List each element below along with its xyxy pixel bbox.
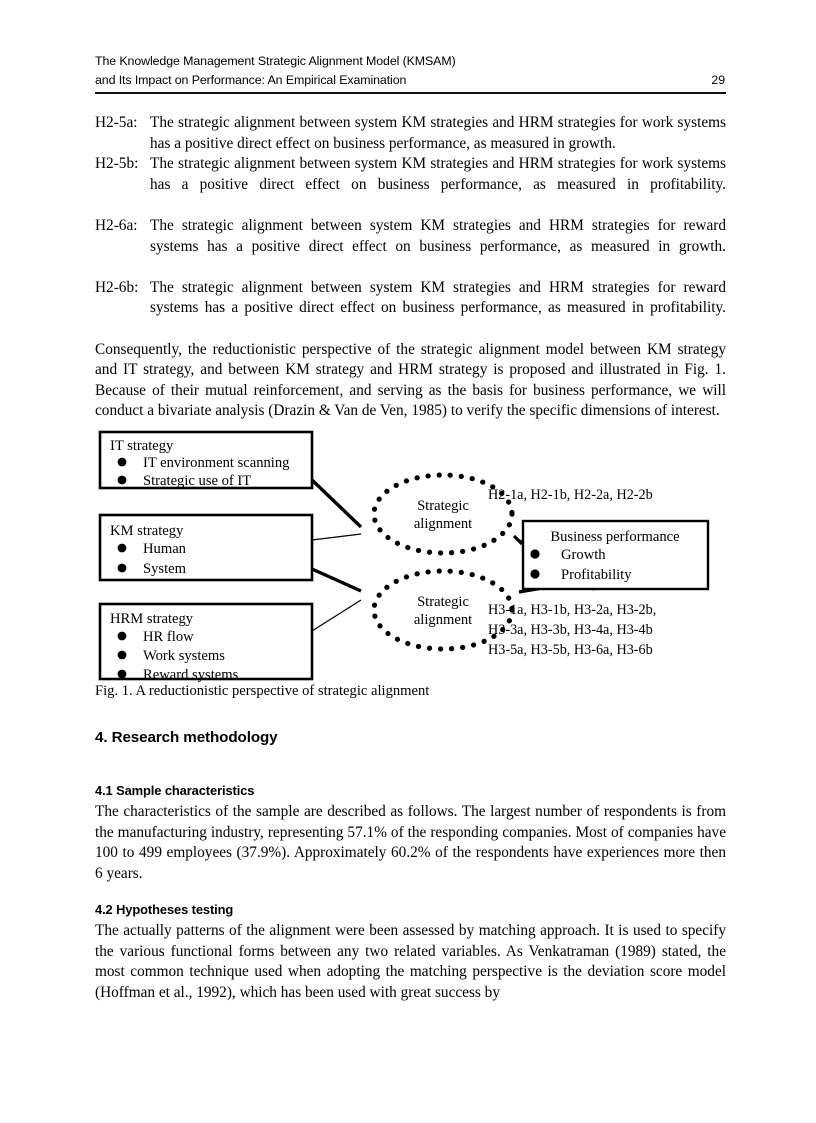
box-item-performance-0: Growth <box>561 547 606 563</box>
section-4-2 <box>95 902 726 1003</box>
consequently-paragraph: Consequently, the reductionistic perspective of the strategic alignment model between KM strategy and IT strategy, and between KM strategy and HRM strategy is proposed and illustrated in Fig. 1. Because of their mutual reinforcement, and serving as the basis for business performance, we will conduct a bivariate analysis (Drazin & Van de Ven, 1985) to verify the specific dimensions of interest. <box>95 340 726 420</box>
page-number: 29 <box>711 73 725 87</box>
bullet-icon <box>118 458 127 467</box>
box-item-hrm-1: Work systems <box>143 648 225 664</box>
connector-km-to-top-ellipse <box>312 534 361 540</box>
hypothesis-item <box>95 278 726 340</box>
hypothesis-label: H2-5b: <box>95 155 139 173</box>
figure-label-h3-line2: H3-3a, H3-3b, H3-4a, H3-4b <box>488 622 653 638</box>
figure-label-h2-group: H2-1a, H2-1b, H2-2a, H2-2b <box>488 487 653 503</box>
hypothesis-text: The strategic alignment between system KM strategies and HRM strategies for reward systems has a positive direct effect on business performance, as measured in growth. <box>150 216 726 255</box>
section-heading-4-2: 4.2 Hypotheses testing <box>95 902 234 917</box>
box-item-hrm-2: Reward systems <box>143 667 239 683</box>
hypothesis-item <box>95 154 726 216</box>
connector-it-to-top-ellipse <box>312 480 361 527</box>
box-item-performance-1: Profitability <box>561 567 632 583</box>
running-head-line2-row <box>95 71 725 90</box>
box-km-strategy <box>100 515 312 580</box>
box-it-strategy <box>100 432 312 489</box>
hypothesis-text: The strategic alignment between system KM strategies and HRM strategies for work systems has a positive direct effect on business performance, as measured in growth. <box>150 114 726 152</box>
box-item-it-1: Strategic use of IT <box>143 473 252 489</box>
ellipse-top-line2: alignment <box>413 516 473 532</box>
hypothesis-text: The strategic alignment between system KM strategies and HRM strategies for work systems has a positive direct effect on business performance, as measured in profitability. <box>150 155 726 193</box>
hypothesis-label: H2-6a: <box>95 216 138 234</box>
bullet-icon <box>530 549 539 558</box>
box-item-km-0: Human <box>143 541 186 557</box>
hypothesis-label: H2-5a: <box>95 114 138 131</box>
box-business-performance <box>523 521 708 589</box>
bullet-icon <box>118 564 127 573</box>
ellipse-bottom-line2: alignment <box>413 612 473 628</box>
body-content <box>95 113 726 422</box>
connector-hrm-to-bottom-ellipse <box>312 600 361 631</box>
box-item-km-1: System <box>143 561 186 577</box>
bullet-icon <box>118 632 127 641</box>
section-heading-4: 4. Research methodology <box>95 729 278 746</box>
box-title-km-strategy: KM strategy <box>110 523 184 539</box>
bullet-icon <box>118 544 127 553</box>
running-head <box>95 52 725 90</box>
section-heading-4-1: 4.1 Sample characteristics <box>95 783 255 798</box>
running-head-line1: The Knowledge Management Strategic Alignment Model (KMSAM) <box>95 54 456 68</box>
box-title-business-performance: Business performance <box>550 529 680 545</box>
figure-1-diagram <box>95 424 726 690</box>
figure-label-h3-line3: H3-5a, H3-5b, H3-6a, H3-6b <box>488 642 653 658</box>
figure-caption: Fig. 1. A reductionistic perspective of strategic alignment <box>95 683 430 699</box>
box-title-hrm-strategy: HRM strategy <box>110 611 194 627</box>
box-hrm-strategy <box>100 604 312 683</box>
hypothesis-item <box>95 216 726 278</box>
bullet-icon <box>118 670 127 679</box>
ellipse-top-line1: Strategic <box>417 498 469 514</box>
section-4-1 <box>95 783 726 884</box>
header-rule <box>95 92 726 94</box>
running-head-line2: and Its Impact on Performance: An Empirical Examination <box>95 73 407 87</box>
bullet-icon <box>118 651 127 660</box>
bullet-icon <box>530 569 539 578</box>
section-4-2-body: The actually patterns of the alignment were been assessed by matching approach. It is used to specify the various functional forms between any two related variables. As Venkatraman (1989) stated, the most common technique used when adopting the matching perspective is the deviation score model (Hoffman et al., 1992), which has been used with great success by <box>95 922 726 1001</box>
hypothesis-text: The strategic alignment between system KM strategies and HRM strategies for reward systems has a positive direct effect on business performance, as measured in profitability. <box>150 278 726 317</box>
hypothesis-label: H2-6b: <box>95 278 139 296</box>
bullet-icon <box>118 476 127 485</box>
connector-km-to-bottom-ellipse <box>312 569 361 591</box>
figure-label-h3-line1: H3-1a, H3-1b, H3-2a, H3-2b, <box>488 602 657 618</box>
box-item-hrm-0: HR flow <box>143 629 194 645</box>
box-item-it-0: IT environment scanning <box>143 455 290 471</box>
box-title-it-strategy: IT strategy <box>110 438 174 454</box>
section-4-1-body: The characteristics of the sample are described as follows. The largest number of respondents is from the manufacturing industry, representing 57.1% of the responding companies. Most of companies have 100 to 499 employees (37.9%). Approximately 60.2% of the respondents have experiences more then 6 years. <box>95 803 726 882</box>
hypothesis-item <box>95 113 726 154</box>
ellipse-bottom-line1: Strategic <box>417 594 469 610</box>
